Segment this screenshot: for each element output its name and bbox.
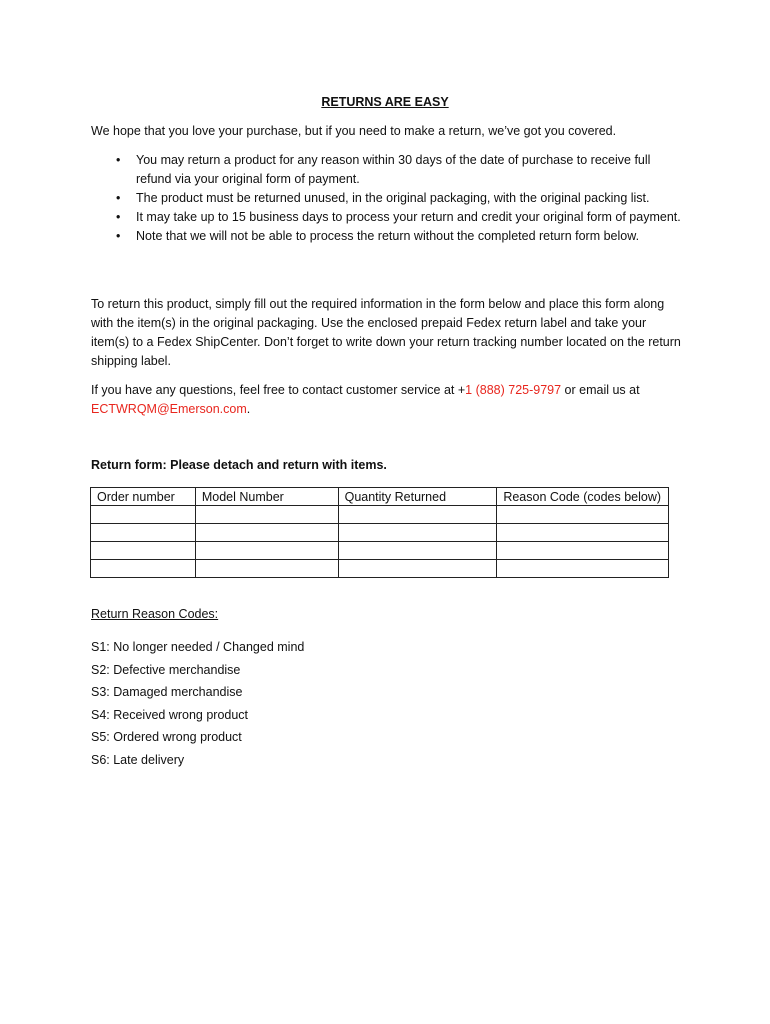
bullet-icon: •: [116, 153, 121, 167]
reason-code-cell[interactable]: [497, 506, 669, 524]
quantity-cell[interactable]: [338, 506, 497, 524]
intro-paragraph: We hope that you love your purchase, but if you need to make a return, we’ve got you covered.: [91, 124, 617, 138]
contact-middle: or email us at: [561, 383, 640, 397]
reason-code-item: S6: Late delivery: [91, 752, 185, 767]
policy-bullet: [91, 151, 681, 189]
policy-bullet-text: You may return a product for any reason within 30 days of the date of purchase to receive full refund via your original form of payment.: [136, 153, 651, 186]
quantity-cell[interactable]: [338, 542, 497, 560]
reason-codes-list: [91, 636, 304, 772]
model-number-cell[interactable]: [195, 524, 338, 542]
bullet-icon: •: [116, 191, 121, 205]
quantity-cell[interactable]: [338, 524, 497, 542]
reason-codes-heading: Return Reason Codes:: [91, 607, 219, 621]
quantity-cell[interactable]: [338, 560, 497, 578]
header-reason-code: Reason Code (codes below): [497, 488, 669, 506]
header-quantity-returned: Quantity Returned: [338, 488, 497, 506]
policy-bullet-text: The product must be returned unused, in the original packaging, with the original packing list.: [136, 191, 650, 205]
table-row: [91, 524, 669, 542]
policy-bullet-list: [91, 151, 681, 246]
reason-code-cell[interactable]: [497, 524, 669, 542]
reason-code-item: S2: Defective merchandise: [91, 662, 241, 677]
policy-bullet-text: Note that we will not be able to process the return without the completed return form below.: [136, 229, 640, 243]
header-order-number: Order number: [91, 488, 196, 506]
return-form-table: [90, 487, 669, 578]
reason-code-item: S5: Ordered wrong product: [91, 730, 242, 745]
bullet-icon: •: [116, 229, 121, 243]
model-number-cell[interactable]: [195, 506, 338, 524]
policy-bullet: [91, 227, 681, 246]
table-row: [91, 542, 669, 560]
header-model-number: Model Number: [195, 488, 338, 506]
order-number-cell[interactable]: [91, 542, 196, 560]
reason-code-item: S1: No longer needed / Changed mind: [91, 640, 305, 654]
table-header-row: [91, 488, 669, 506]
reason-code-cell[interactable]: [497, 560, 669, 578]
model-number-cell[interactable]: [195, 542, 338, 560]
return-instructions-paragraph: To return this product, simply fill out the required information in the form below and place this form along with the item(s) in the original packaging. Use the enclosed prepaid Fedex return label and take your item(s) to a Fedex ShipCenter. Don’t forget to write down your return tracking number located on the return shipping label.: [91, 297, 681, 368]
bullet-icon: •: [116, 210, 121, 224]
contact-paragraph: [91, 381, 681, 419]
return-form-label: Return form: Please detach and return with items.: [91, 458, 387, 472]
model-number-cell[interactable]: [195, 560, 338, 578]
table-row: [91, 506, 669, 524]
reason-code-item: S3: Damaged merchandise: [91, 685, 243, 700]
order-number-cell[interactable]: [91, 524, 196, 542]
contact-suffix: .: [246, 402, 251, 416]
page-title: RETURNS ARE EASY: [321, 95, 449, 109]
email-link[interactable]: ECTWRQM@Emerson.com: [91, 402, 247, 416]
reason-code-cell[interactable]: [497, 542, 669, 560]
order-number-cell[interactable]: [91, 506, 196, 524]
policy-bullet: [91, 208, 681, 227]
table-row: [91, 560, 669, 578]
order-number-cell[interactable]: [91, 560, 196, 578]
reason-code-item: S4: Received wrong product: [91, 707, 249, 722]
phone-link[interactable]: 1 (888) 725-9797: [465, 383, 562, 397]
policy-bullet-text: It may take up to 15 business days to process your return and credit your original form of payment.: [136, 210, 681, 224]
contact-prefix: If you have any questions, feel free to contact customer service at +: [91, 383, 466, 397]
policy-bullet: [91, 189, 681, 208]
